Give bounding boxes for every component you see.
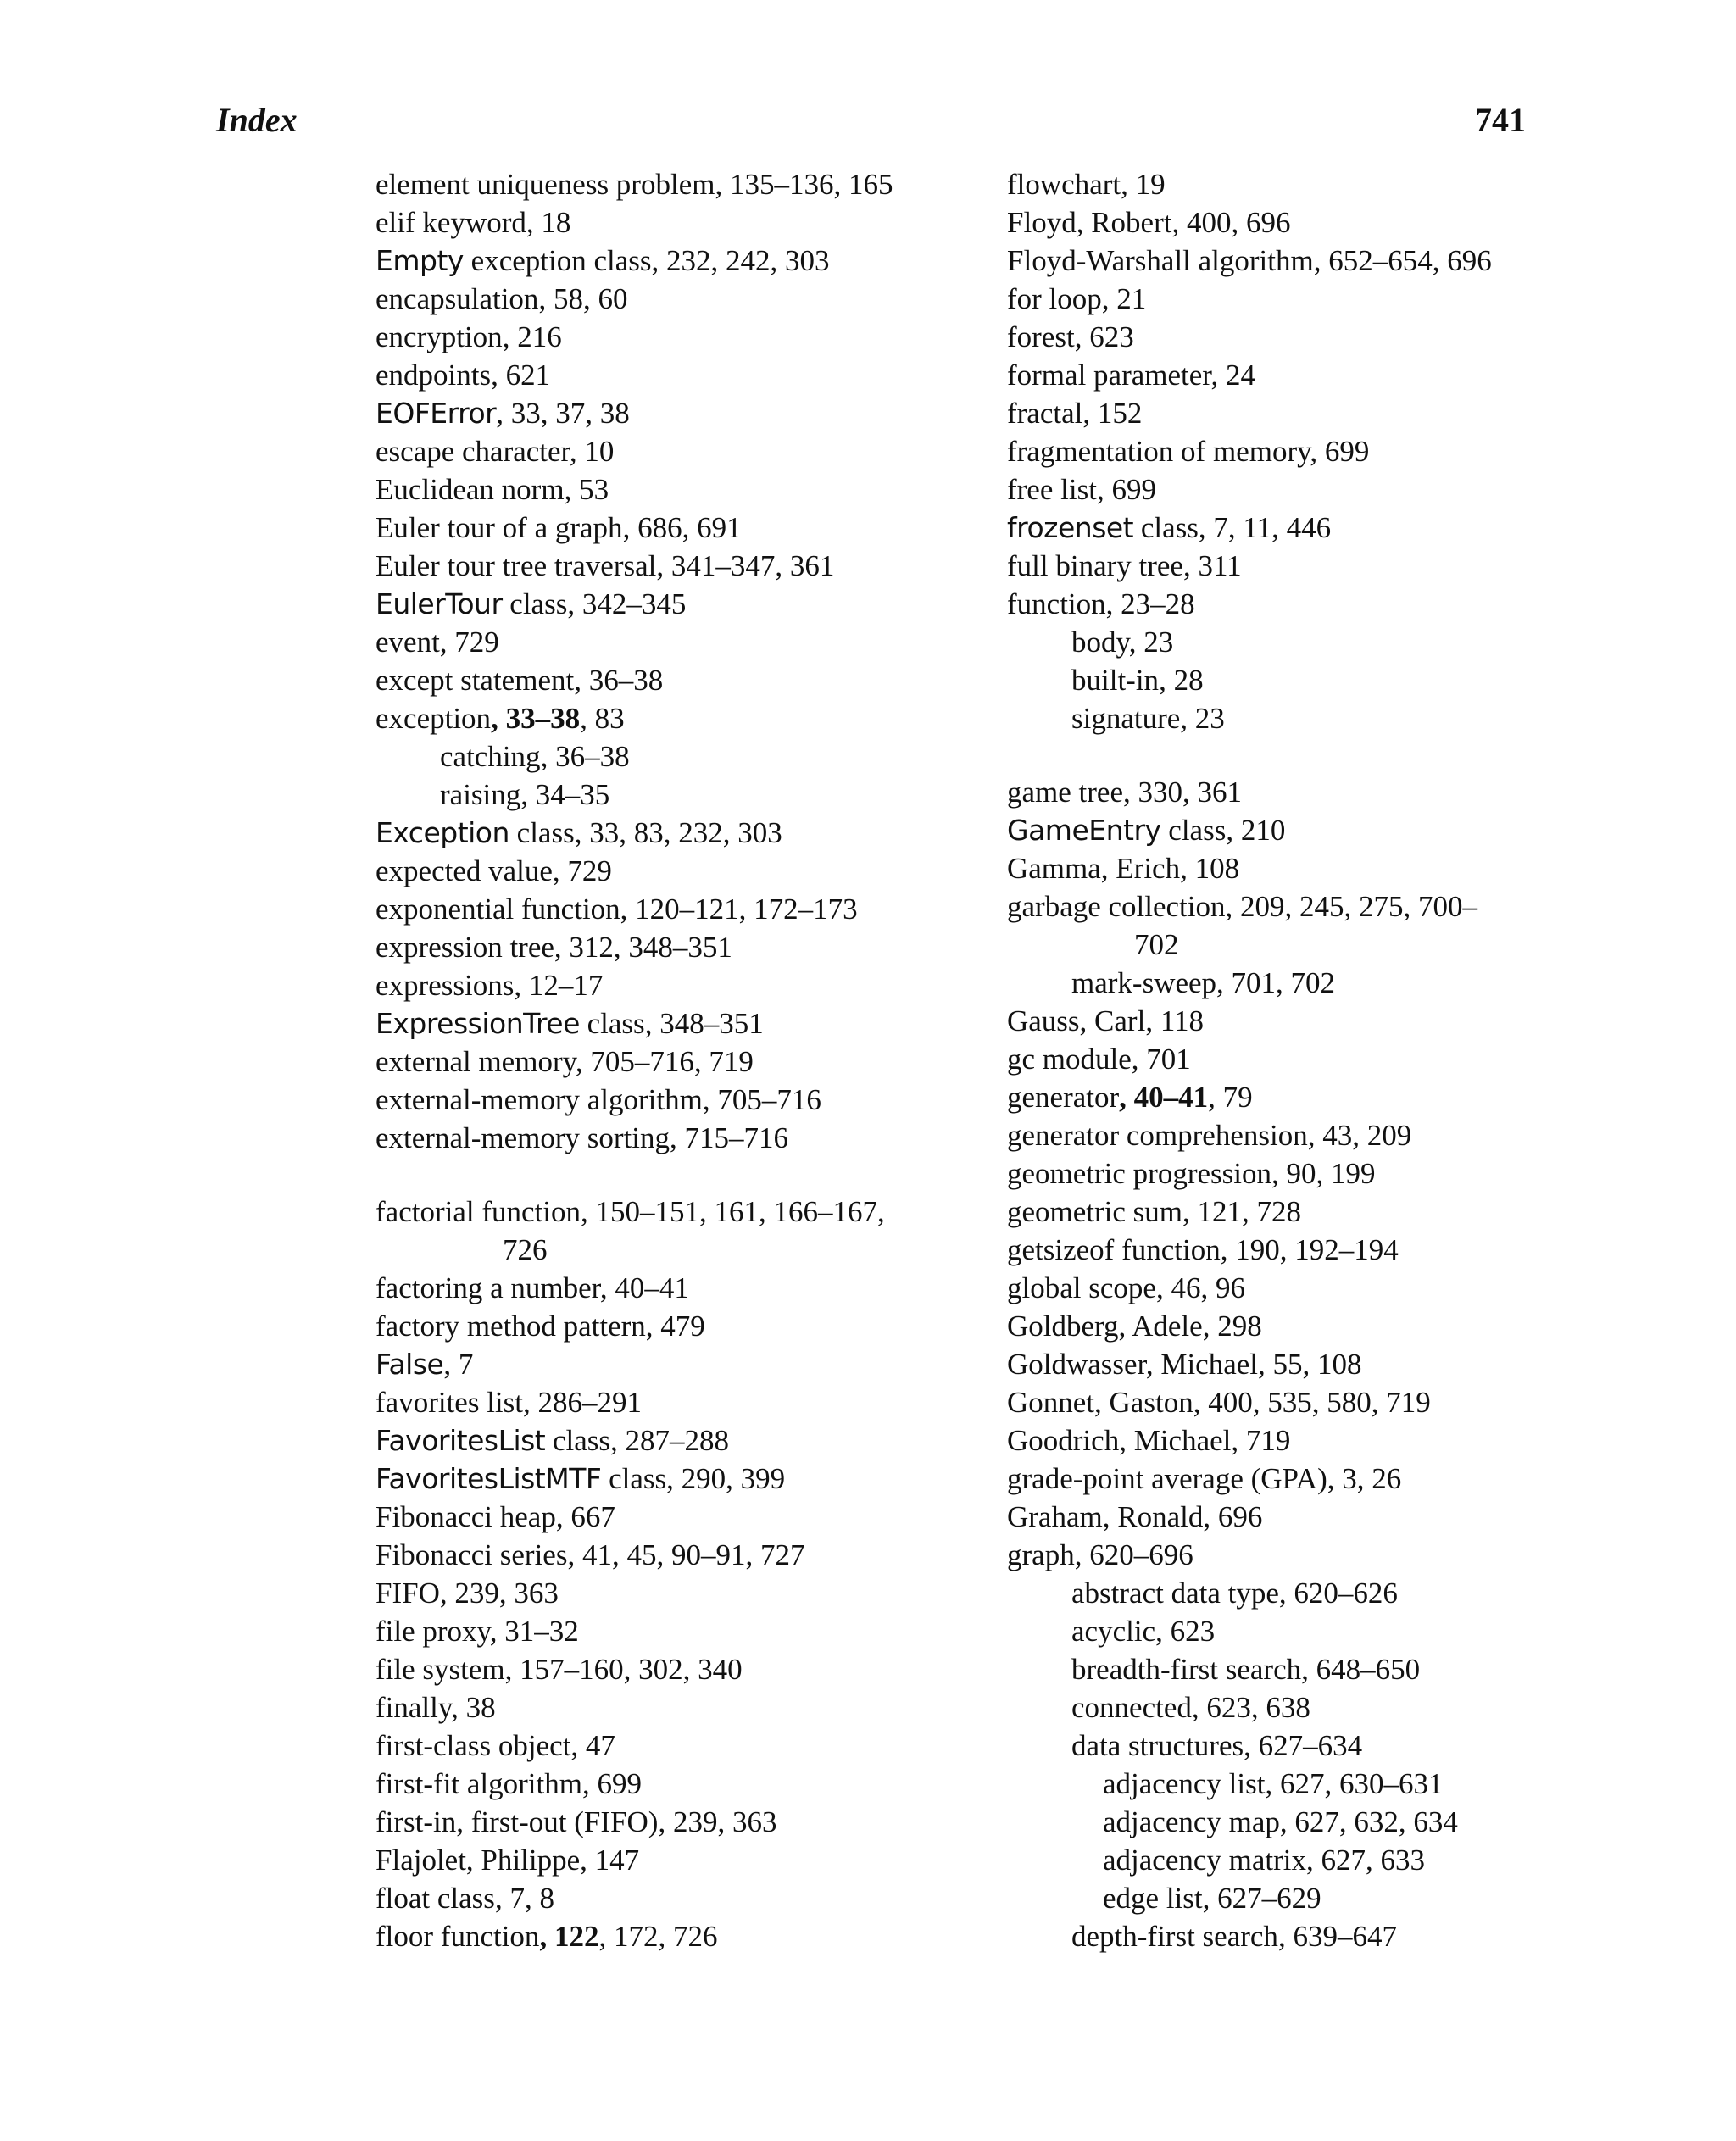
entry-term: exception class: [463, 244, 652, 277]
entry-code-term: ExpressionTree: [376, 1007, 580, 1040]
index-entry: [376, 623, 952, 661]
index-entry: [376, 203, 952, 242]
entry-term: Fibonacci series: [376, 1538, 568, 1571]
index-entry: [376, 1803, 952, 1841]
index-subentry: [1007, 1803, 1566, 1841]
index-subentry: [1007, 1612, 1566, 1650]
entry-term: first-in, first-out (FIFO): [376, 1805, 659, 1838]
page-number: 741: [1475, 101, 1526, 139]
entry-pages: , 157–160, 302, 340: [504, 1653, 743, 1686]
entry-pages: , 55, 108: [1258, 1348, 1362, 1381]
entry-pages: , 701: [1131, 1043, 1191, 1076]
entry-pages: , 216: [502, 320, 562, 353]
entry-pages: , 79: [1208, 1081, 1253, 1114]
entry-term: breadth-first search: [1071, 1653, 1302, 1686]
index-entry: [376, 1193, 952, 1269]
entry-code-term: FavoritesListMTF: [376, 1462, 602, 1495]
index-entry: [1007, 280, 1566, 318]
entry-term: elif keyword: [376, 206, 526, 239]
entry-term: favorites list: [376, 1386, 523, 1419]
entry-pages: , 47: [570, 1729, 615, 1762]
entry-pages: , 31–32: [489, 1615, 579, 1648]
entry-pages: , 696: [1203, 1500, 1263, 1533]
index-entry: [376, 1498, 952, 1536]
entry-pages: , 83: [580, 702, 625, 735]
entry-pages: , 108: [1180, 852, 1240, 885]
entry-term: edge list: [1103, 1882, 1203, 1915]
entry-term: external memory: [376, 1045, 576, 1078]
entry-pages: , 18: [526, 206, 571, 239]
entry-term: class: [1133, 511, 1199, 544]
entry-pages: , 330, 361: [1123, 776, 1242, 809]
entry-term: Euler tour of a graph: [376, 511, 623, 544]
entry-pages: , 290, 399: [666, 1462, 786, 1495]
entry-pages: , 400, 696: [1171, 206, 1291, 239]
entry-term: flowchart: [1007, 168, 1121, 201]
entry-term: floor function: [376, 1920, 540, 1953]
index-column-left: [376, 165, 952, 1955]
entry-pages: , 298: [1202, 1310, 1262, 1343]
entry-pages: , 36–38: [574, 664, 664, 697]
index-entry: [376, 1383, 952, 1421]
entry-term: Gauss, Carl: [1007, 1004, 1146, 1037]
index-entry: [376, 1688, 952, 1727]
entry-term: encapsulation: [376, 282, 539, 315]
index-entry: [376, 966, 952, 1004]
index-entry: [376, 1917, 952, 1955]
entry-term: Euclidean norm: [376, 473, 565, 506]
entry-term: exception: [376, 702, 492, 735]
entry-pages: , 33, 83, 232, 303: [574, 816, 782, 849]
entry-term: built-in: [1071, 664, 1160, 697]
index-entry: [376, 661, 952, 699]
index-entry: [376, 1765, 952, 1803]
entry-pages: , 118: [1145, 1004, 1205, 1037]
index-subentry: [1007, 661, 1566, 699]
entry-pages: , 341–347, 361: [656, 549, 835, 582]
index-entry: [376, 1345, 952, 1383]
entry-pages: , 623: [1155, 1615, 1216, 1648]
index-entry: [376, 1269, 952, 1307]
entry-term: event: [376, 626, 440, 659]
index-entry: [376, 318, 952, 356]
index-subentry: [1007, 699, 1566, 737]
index-entry: [376, 1536, 952, 1574]
entry-pages: , 38: [451, 1691, 496, 1724]
entry-term: Goldberg, Adele: [1007, 1310, 1203, 1343]
entry-term: class: [601, 1462, 667, 1495]
index-entry: [376, 1004, 952, 1043]
entry-term: game tree: [1007, 776, 1123, 809]
entry-term: file proxy: [376, 1615, 490, 1648]
entry-pages: , 705–716: [702, 1083, 821, 1116]
entry-pages: , 639–647: [1277, 1920, 1397, 1953]
entry-pages: , 90, 199: [1271, 1157, 1376, 1190]
index-entry: [1007, 1460, 1566, 1498]
entry-term: catching: [440, 740, 541, 773]
index-entry: [1007, 1269, 1566, 1307]
entry-pages: , 715–716: [669, 1121, 788, 1154]
entry-term: gc module: [1007, 1043, 1132, 1076]
entry-term: for loop: [1007, 282, 1102, 315]
entry-term: garbage collection: [1007, 890, 1226, 923]
entry-pages: , 7: [443, 1348, 474, 1381]
entry-code-term: False: [376, 1348, 444, 1381]
entry-pages: , 627–634: [1244, 1729, 1363, 1762]
entry-term: adjacency map: [1103, 1805, 1280, 1838]
index-entry: [1007, 887, 1566, 964]
entry-term: expression tree: [376, 931, 554, 964]
index-subentry: [1007, 1650, 1566, 1688]
entry-pages: , 21: [1101, 282, 1147, 315]
entry-term: FIFO: [376, 1577, 440, 1610]
index-entry: [376, 1650, 952, 1688]
entry-term: expressions: [376, 969, 515, 1002]
index-entry: [1007, 1002, 1566, 1040]
index-entry: [1007, 394, 1566, 432]
entry-term: except statement: [376, 664, 575, 697]
entry-pages: , 239, 363: [439, 1577, 559, 1610]
entry-pages: , 286–291: [523, 1386, 642, 1419]
entry-pages: , 210: [1226, 814, 1286, 847]
entry-pages: , 623: [1074, 320, 1134, 353]
entry-pages: , 53: [564, 473, 609, 506]
index-entry: [376, 1421, 952, 1460]
entry-pages: , 667: [555, 1500, 615, 1533]
entry-term: endpoints: [376, 359, 492, 392]
index-entry: [1007, 318, 1566, 356]
entry-pages: , 120–121, 172–173: [620, 893, 858, 926]
entry-pages: , 36–38: [540, 740, 630, 773]
entry-pages: , 23–28: [1105, 587, 1195, 620]
index-subentry: [1007, 1917, 1566, 1955]
index-entry: [376, 242, 952, 280]
entry-term: forest: [1007, 320, 1075, 353]
index-entry: [1007, 1307, 1566, 1345]
index-entry: [376, 1612, 952, 1650]
index-entry: [1007, 1536, 1566, 1574]
entry-code-term: Exception: [376, 816, 509, 849]
entry-term: formal parameter: [1007, 359, 1211, 392]
index-entry: [376, 470, 952, 509]
entry-pages: , 23: [1180, 702, 1225, 735]
entry-term: first-class object: [376, 1729, 571, 1762]
entry-pages: , 652–654, 696: [1313, 244, 1492, 277]
entry-term: generator comprehension: [1007, 1119, 1308, 1152]
entry-pages: , 24: [1210, 359, 1256, 392]
entry-pages: , 400, 535, 580, 719: [1193, 1386, 1431, 1419]
entry-term: full binary tree: [1007, 549, 1183, 582]
index-entry: [376, 165, 952, 203]
entry-term: finally: [376, 1691, 452, 1724]
entry-pages: , 627, 630–631: [1265, 1767, 1444, 1800]
entry-term: Gonnet, Gaston: [1007, 1386, 1194, 1419]
entry-pages: , 152: [1082, 397, 1143, 430]
entry-term: float class: [376, 1882, 495, 1915]
entry-term: function: [1007, 587, 1106, 620]
entry-term: factoring a number: [376, 1271, 600, 1304]
entry-term: adjacency matrix: [1103, 1843, 1307, 1877]
index-entry: [376, 280, 952, 318]
index-subentry: [1007, 1879, 1566, 1917]
index-entry: [376, 509, 952, 547]
entry-pages: , 172, 726: [598, 1920, 718, 1953]
index-subentry: [1007, 1765, 1566, 1803]
entry-term: raising: [440, 778, 521, 811]
entry-pages: , 40–41: [599, 1271, 689, 1304]
entry-pages: , 239, 363: [658, 1805, 777, 1838]
index-entry: [1007, 1498, 1566, 1536]
index-entry: [376, 1460, 952, 1498]
index-entry: [376, 852, 952, 890]
entry-term: geometric sum: [1007, 1195, 1183, 1228]
entry-code-term: FavoritesList: [376, 1424, 546, 1457]
entry-term: acyclic: [1071, 1615, 1156, 1648]
entry-pages-continuation: 726: [503, 1233, 548, 1266]
index-entry: [1007, 1116, 1566, 1154]
index-subentry: [1007, 1688, 1566, 1727]
entry-term: class: [579, 1007, 645, 1040]
entry-term: file system: [376, 1653, 505, 1686]
index-entry: [1007, 773, 1566, 811]
entry-pages: , 627–629: [1202, 1882, 1321, 1915]
index-entry: [376, 1841, 952, 1879]
entry-term: factorial function: [376, 1195, 581, 1228]
entry-pages: , 686, 691: [622, 511, 742, 544]
entry-term: class: [502, 587, 568, 620]
entry-pages: , 209, 245, 275, 700–: [1225, 890, 1478, 923]
index-entry: [1007, 242, 1566, 280]
entry-pages: , 620–696: [1074, 1538, 1194, 1571]
entry-pages: , 621: [491, 359, 551, 392]
entry-pages: , 699: [1096, 473, 1156, 506]
index-entry: [1007, 1421, 1566, 1460]
letter-group-gap: [376, 1157, 952, 1193]
index-subentry: [1007, 1727, 1566, 1765]
entry-pages-primary: , 40–41: [1119, 1081, 1209, 1114]
entry-pages: , 190, 192–194: [1220, 1233, 1399, 1266]
entry-term: graph: [1007, 1538, 1075, 1571]
entry-term: body: [1071, 626, 1129, 659]
index-entry: [1007, 1078, 1566, 1116]
entry-pages: , 43, 209: [1307, 1119, 1412, 1152]
index-entry: [376, 890, 952, 928]
entry-pages: , 58, 60: [538, 282, 628, 315]
entry-pages: , 33, 37, 38: [496, 397, 630, 430]
index-entry: [1007, 849, 1566, 887]
index-entry: [1007, 547, 1566, 585]
entry-pages: , 729: [552, 854, 612, 887]
index-entry: [376, 814, 952, 852]
index-entry: [1007, 1040, 1566, 1078]
entry-pages: , 627, 632, 634: [1279, 1805, 1458, 1838]
entry-term: Euler tour tree traversal: [376, 549, 657, 582]
index-entry: [376, 699, 952, 737]
entry-pages-primary: , 122: [539, 1920, 599, 1953]
entry-term: external-memory sorting: [376, 1121, 670, 1154]
entry-term: free list: [1007, 473, 1097, 506]
entry-term: getsizeof function: [1007, 1233, 1221, 1266]
entry-pages: , 34–35: [520, 778, 610, 811]
entry-code-term: EOFError: [376, 397, 497, 430]
index-column-right: [1007, 165, 1566, 1955]
index-entry: [376, 432, 952, 470]
index-subentry: [376, 776, 952, 814]
entry-term: exponential function: [376, 893, 620, 926]
entry-pages: , 41, 45, 90–91, 727: [567, 1538, 805, 1571]
index-entry: [1007, 1193, 1566, 1231]
entry-code-term: Empty: [376, 244, 464, 277]
entry-term: Goldwasser, Michael: [1007, 1348, 1259, 1381]
entry-pages-continuation: 702: [1134, 928, 1179, 961]
entry-pages: , 623, 638: [1191, 1691, 1310, 1724]
entry-pages: , 648–650: [1301, 1653, 1421, 1686]
index-entry: [1007, 509, 1566, 547]
entry-term: class: [1160, 814, 1227, 847]
entry-pages: , 620–626: [1278, 1577, 1398, 1610]
index-subentry: [1007, 623, 1566, 661]
entry-pages: , 121, 728: [1182, 1195, 1302, 1228]
entry-pages: , 699: [581, 1767, 642, 1800]
entry-term: expected value: [376, 854, 553, 887]
entry-term: geometric progression: [1007, 1157, 1271, 1190]
index-entry: [1007, 470, 1566, 509]
letter-group-gap: [1007, 737, 1566, 773]
entry-pages: , 7, 8: [494, 1882, 554, 1915]
index-entry: [376, 547, 952, 585]
entry-term: element uniqueness problem: [376, 168, 715, 201]
entry-pages: , 12–17: [514, 969, 604, 1002]
index-entry: [1007, 1383, 1566, 1421]
entry-term: depth-first search: [1071, 1920, 1278, 1953]
entry-term: factory method pattern: [376, 1310, 646, 1343]
entry-pages: , 705–716, 719: [575, 1045, 754, 1078]
entry-pages: , 701, 702: [1216, 966, 1336, 999]
index-entry: [376, 356, 952, 394]
index-entry: [376, 1727, 952, 1765]
entry-pages: , 150–151, 161, 166–167,: [580, 1195, 885, 1228]
entry-pages: , 287–288: [610, 1424, 730, 1457]
entry-term: abstract data type: [1071, 1577, 1279, 1610]
entry-term: Gamma, Erich: [1007, 852, 1181, 885]
index-entry: [1007, 432, 1566, 470]
entry-term: external-memory algorithm: [376, 1083, 703, 1116]
index-entry: [376, 1119, 952, 1157]
entry-term: first-fit algorithm: [376, 1767, 582, 1800]
entry-pages: , 7, 11, 446: [1198, 511, 1332, 544]
index-entry: [1007, 811, 1566, 849]
entry-code-term: frozenset: [1007, 511, 1134, 544]
entry-pages: , 19: [1121, 168, 1166, 201]
index-subentry: [1007, 1574, 1566, 1612]
index-entry: [1007, 1345, 1566, 1383]
index-entry: [376, 1307, 952, 1345]
entry-pages: , 135–136, 165: [715, 168, 893, 201]
entry-term: fractal: [1007, 397, 1083, 430]
entry-term: adjacency list: [1103, 1767, 1266, 1800]
entry-term: mark-sweep: [1071, 966, 1217, 999]
entry-pages: , 3, 26: [1327, 1462, 1402, 1495]
entry-pages: , 23: [1128, 626, 1174, 659]
index-entry: [1007, 585, 1566, 623]
entry-pages: , 348–351: [644, 1007, 764, 1040]
entry-term: Fibonacci heap: [376, 1500, 556, 1533]
entry-term: Graham, Ronald: [1007, 1500, 1204, 1533]
entry-term: grade-point average (GPA): [1007, 1462, 1327, 1495]
entry-pages: , 729: [439, 626, 499, 659]
entry-term: encryption: [376, 320, 503, 353]
index-entry: [1007, 165, 1566, 203]
index-entry: [1007, 1154, 1566, 1193]
entry-term: Floyd, Robert: [1007, 206, 1172, 239]
entry-pages: , 627, 633: [1306, 1843, 1426, 1877]
index-entry: [376, 394, 952, 432]
index-entry: [376, 928, 952, 966]
entry-pages: , 342–345: [567, 587, 687, 620]
entry-term: data structures: [1071, 1729, 1244, 1762]
entry-pages: , 28: [1159, 664, 1204, 697]
index-subentry: [376, 737, 952, 776]
entry-code-term: GameEntry: [1007, 814, 1161, 847]
entry-pages: , 479: [645, 1310, 705, 1343]
index-entry: [376, 1574, 952, 1612]
entry-term: class: [509, 816, 575, 849]
index-entry: [1007, 1231, 1566, 1269]
entry-pages: , 312, 348–351: [554, 931, 732, 964]
index-subentry: [1007, 1841, 1566, 1879]
entry-pages: , 147: [580, 1843, 640, 1877]
index-subentry: [1007, 964, 1566, 1002]
entry-pages-primary: , 33–38: [491, 702, 581, 735]
entry-pages: , 311: [1182, 549, 1242, 582]
index-entry: [376, 1081, 952, 1119]
entry-pages: , 46, 96: [1155, 1271, 1245, 1304]
entry-term: generator: [1007, 1081, 1120, 1114]
entry-term: fragmentation of memory: [1007, 435, 1310, 468]
entry-code-term: EulerTour: [376, 587, 503, 620]
entry-term: Floyd-Warshall algorithm: [1007, 244, 1314, 277]
entry-pages: , 719: [1231, 1424, 1291, 1457]
entry-term: Goodrich, Michael: [1007, 1424, 1232, 1457]
index-entry: [376, 585, 952, 623]
index-entry: [376, 1043, 952, 1081]
entry-term: escape character: [376, 435, 570, 468]
entry-term: signature: [1071, 702, 1181, 735]
entry-term: class: [545, 1424, 611, 1457]
index-entry: [1007, 203, 1566, 242]
running-head: Index: [216, 101, 298, 139]
entry-pages: , 699: [1310, 435, 1370, 468]
entry-term: Flajolet, Philippe: [376, 1843, 581, 1877]
entry-term: connected: [1071, 1691, 1192, 1724]
index-entry: [1007, 356, 1566, 394]
entry-term: global scope: [1007, 1271, 1156, 1304]
entry-pages: , 232, 242, 303: [651, 244, 830, 277]
index-entry: [376, 1879, 952, 1917]
entry-pages: , 10: [569, 435, 615, 468]
